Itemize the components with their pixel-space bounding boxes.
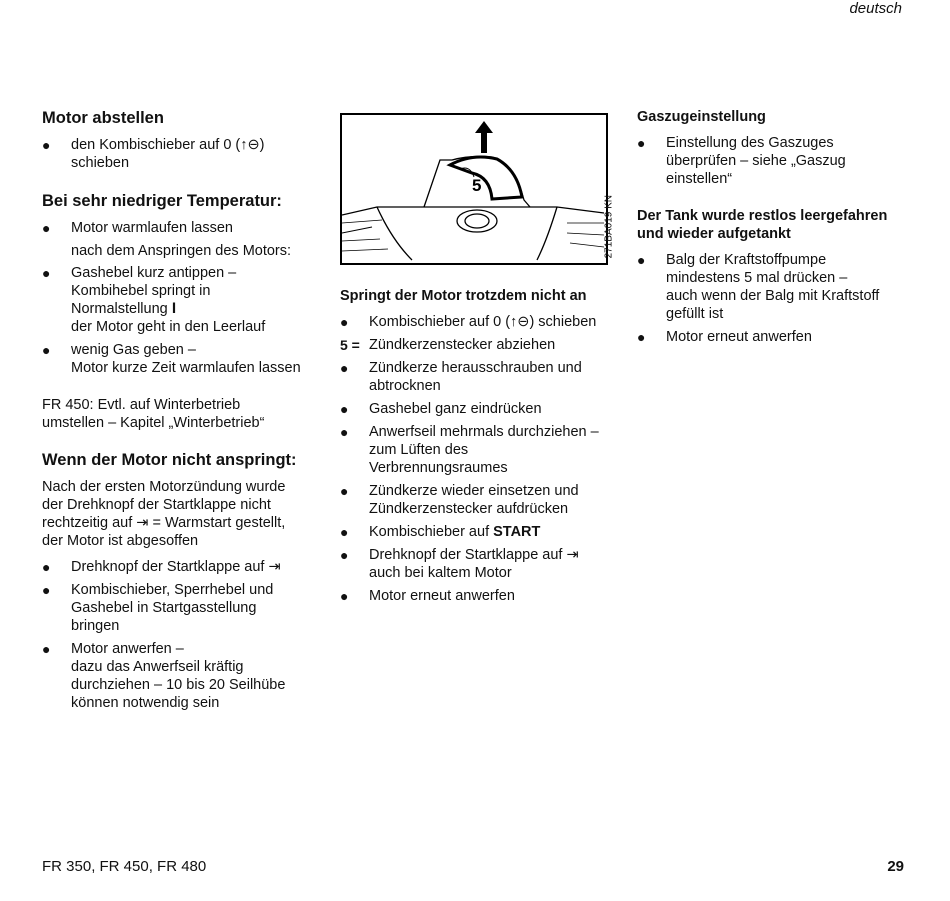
list-item: ● Motor erneut anwerfen xyxy=(637,329,812,345)
heading-nicht-anspringt: Wenn der Motor nicht anspringt: xyxy=(42,451,297,469)
list-item: ● Zündkerze herausschrauben und abtrocknen xyxy=(340,360,582,394)
svg-text:5: 5 xyxy=(472,176,482,195)
list-item: ● Kombischieber, Sperrhebel und Gashebel in Startgasstellung bringen xyxy=(42,582,274,634)
heading-motor-abstellen: Motor abstellen xyxy=(42,109,164,127)
footer-models: FR 350, FR 450, FR 480 xyxy=(42,858,207,875)
list-item: ● Gashebel kurz antippen – Kombihebel springt in Normalstellung 𝐈 der Motor geht in den Leerlauf xyxy=(42,265,266,335)
paragraph-winterbetrieb: FR 450: Evtl. auf Winterbetrieb umstellen – Kapitel „Winterbetrieb“ xyxy=(42,397,265,431)
list-item: ● Balg der Kraftstoffpumpe mindestens 5 mal drücken – auch wenn der Balg mit Kraftstoff gefüllt ist xyxy=(637,252,880,322)
list-item: ● Motor anwerfen – dazu das Anwerfseil kräftig durchziehen – 10 bis 20 Seilhübe können notwendig sein xyxy=(42,641,286,711)
list-item: ● Motor erneut anwerfen xyxy=(340,588,515,604)
heading-niedrige-temperatur: Bei sehr niedriger Temperatur: xyxy=(42,192,282,210)
list-item: ● wenig Gas geben – Motor kurze Zeit warmlaufen lassen xyxy=(42,342,301,376)
list-item: ● Kombischieber auf 0 (↑⊖) schieben xyxy=(340,314,597,330)
list-item: ● Drehknopf der Startklappe auf ⇥ auch bei kaltem Motor xyxy=(340,547,579,581)
paragraph: nach dem Anspringen des Motors: xyxy=(71,243,292,259)
engine-illustration xyxy=(342,115,606,263)
heading-tank-leer: Der Tank wurde restlos leergefahren und wieder aufgetankt xyxy=(637,208,888,242)
list-item: ● Kombischieber auf START xyxy=(340,524,541,540)
column-left xyxy=(42,108,322,717)
list-item: ● Motor warmlaufen lassen xyxy=(42,220,233,236)
column-right xyxy=(637,108,912,351)
list-item: ● Anwerfseil mehrmals durchziehen – zum Lüften des Verbrennungsraumes xyxy=(340,424,599,476)
heading-gaszugeinstellung: Gaszugeinstellung xyxy=(637,109,766,125)
list-item: ● den Kombischieber auf 0 (↑⊖) schieben xyxy=(42,137,265,171)
figure-code: 271BA019 KN xyxy=(603,195,614,259)
language-label: deutsch xyxy=(849,0,902,17)
paragraph-abgesoffen: Nach der ersten Motorzündung wurde der Drehknopf der Startklappe nicht rechtzeitig auf ⇥ = Warmstart gestellt, der Motor ist abgesoffen xyxy=(42,479,286,549)
heading-springt-trotzdem: Springt der Motor trotzdem nicht an xyxy=(340,288,587,304)
spark-plug-figure xyxy=(340,113,614,265)
page-number: 29 xyxy=(887,858,904,875)
list-item: ● Gashebel ganz eindrücken xyxy=(340,401,542,417)
list-item: ● Drehknopf der Startklappe auf ⇥ xyxy=(42,559,281,575)
list-item: ● Einstellung des Gaszuges überprüfen – siehe „Gaszug einstellen“ xyxy=(637,135,846,187)
column-middle xyxy=(340,113,615,610)
list-item: ● Zündkerze wieder einsetzen und Zündkerzenstecker aufdrücken xyxy=(340,483,579,517)
list-item-numbered: 5 = Zündkerzenstecker abziehen xyxy=(340,337,556,353)
